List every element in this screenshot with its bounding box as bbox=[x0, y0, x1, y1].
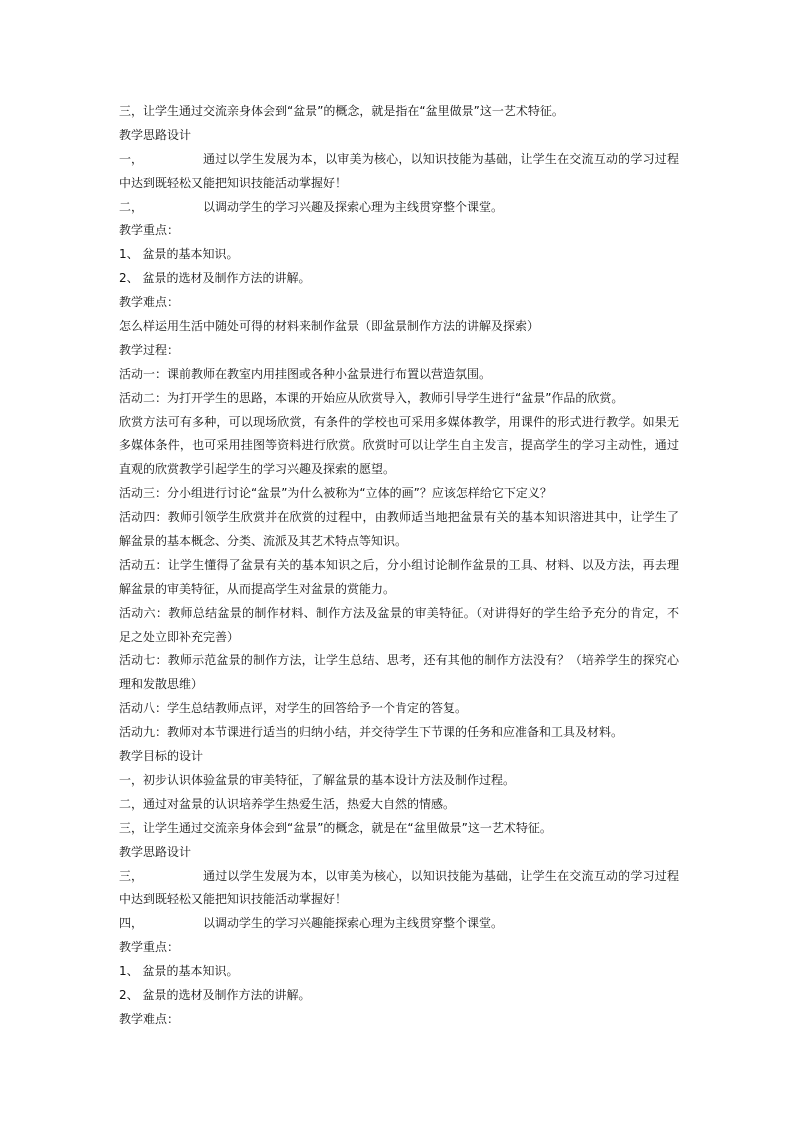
item-text: 以调动学生的学习兴趣能探索心理为主线贯穿整个课堂。 bbox=[203, 916, 504, 931]
item-text: 通过以学生发展为本，以审美为核心，以知识技能为基础，让学生在交流互动的学习过程 bbox=[203, 151, 679, 166]
section-heading: 教学目标的设计 bbox=[119, 749, 204, 764]
paragraph-line: 活动三：分小组进行讨论“盆景”为什么被称为“立体的画”？应该怎样给它下定义？ bbox=[119, 486, 552, 501]
paragraph-line: 理和发散思维） bbox=[119, 677, 204, 692]
paragraph-line: 活动一：课前教师在教室内用挂图或各种小盆景进行布置以营造氛围。 bbox=[119, 366, 492, 381]
paragraph-line: 解盆景的审美特征，从而提高学生对盆景的赏能力。 bbox=[119, 581, 396, 596]
section-heading: 教学难点： bbox=[119, 295, 180, 310]
paragraph-line: 怎么样运用生活中随处可得的材料来制作盆景（即盆景制作方法的讲解及探索） bbox=[119, 319, 540, 334]
paragraph-line: 二，通过对盆景的认识培养学生热爱生活，热爱大自然的情感。 bbox=[119, 796, 456, 811]
paragraph-line: 2、 盆景的选材及制作方法的讲解。 bbox=[119, 987, 311, 1002]
paragraph-line: 活动六：教师总结盆景的制作材料、制作方法及盆景的审美特征。（对讲得好的学生给予充分的肯定，不 bbox=[119, 605, 679, 620]
paragraph-line: 多媒体条件，也可采用挂图等资料进行欣赏。欣赏时可以让学生自主发言，提高学生的学习主动性，通过 bbox=[119, 438, 679, 453]
document-body bbox=[119, 100, 679, 1032]
item-number: 二， bbox=[119, 199, 144, 214]
item-text: 以调动学生的学习兴趣及探索心理为主线贯穿整个课堂。 bbox=[203, 199, 504, 214]
numbered-item bbox=[119, 912, 679, 936]
numbered-item bbox=[119, 865, 679, 889]
section-heading: 教学思路设计 bbox=[119, 844, 192, 859]
paragraph-line: 中达到既轻松又能把知识技能活动掌握好！ bbox=[119, 175, 348, 190]
paragraph-line: 欣赏方法可有多种，可以现场欣赏，有条件的学校也可采用多媒体教学，用课件的形式进行教学。如果无 bbox=[119, 414, 679, 429]
section-heading: 教学难点： bbox=[119, 1011, 180, 1026]
section-heading: 教学思路设计 bbox=[119, 127, 192, 142]
paragraph-line: 活动七：教师示范盆景的制作方法，让学生总结、思考，还有其他的制作方法没有？（培养学生的探究心 bbox=[119, 653, 679, 668]
item-text: 通过以学生发展为本，以审美为核心，以知识技能为基础，让学生在交流互动的学习过程 bbox=[203, 868, 679, 883]
paragraph-line: 解盆景的基本概念、分类、流派及其艺术特点等知识。 bbox=[119, 534, 408, 549]
paragraph-line: 中达到既轻松又能把知识技能活动掌握好！ bbox=[119, 892, 348, 907]
paragraph-line: 2、 盆景的选材及制作方法的讲解。 bbox=[119, 271, 311, 286]
item-number: 一， bbox=[119, 151, 144, 166]
paragraph-line: 活动八：学生总结教师点评，对学生的回答给予一个肯定的答复。 bbox=[119, 701, 468, 716]
paragraph-line: 活动九：教师对本节课进行适当的归纳小结，并交待学生下节课的任务和应准备和工具及材料。 bbox=[119, 725, 624, 740]
paragraph-line: 活动二：为打开学生的思路，本课的开始应从欣赏导入，教师引导学生进行“盆景”作品的欣赏。 bbox=[119, 390, 624, 405]
section-heading: 教学重点： bbox=[119, 940, 180, 955]
numbered-item bbox=[119, 148, 679, 172]
item-number: 四， bbox=[119, 916, 144, 931]
paragraph-line: 活动四：教师引领学生欣赏并在欣赏的过程中，由教师适当地把盆景有关的基本知识溶进其中，让学生了 bbox=[119, 510, 679, 525]
paragraph-line: 足之处立即补充完善） bbox=[119, 629, 240, 644]
paragraph-line: 直观的欣赏教学引起学生的学习兴趣及探索的愿望。 bbox=[119, 462, 396, 477]
section-heading: 教学过程： bbox=[119, 342, 180, 357]
paragraph-line: 活动五：让学生懂得了盆景有关的基本知识之后，分小组讨论制作盆景的工具、材料、以及方法，再去理 bbox=[119, 557, 679, 572]
section-heading: 教学重点： bbox=[119, 223, 180, 238]
item-number: 三， bbox=[119, 868, 144, 883]
numbered-item bbox=[119, 196, 679, 220]
paragraph-line: 三，让学生通过交流亲身体会到“盆景”的概念，就是指在“盆里做景”这一艺术特征。 bbox=[119, 104, 564, 118]
paragraph-line: 1、 盆景的基本知识。 bbox=[119, 247, 239, 262]
paragraph-line: 一，初步认识体验盆景的审美特征，了解盆景的基本设计方法及制作过程。 bbox=[119, 772, 516, 787]
paragraph-line: 1、 盆景的基本知识。 bbox=[119, 964, 239, 979]
paragraph-line: 三，让学生通过交流亲身体会到“盆景”的概念，就是在“盆里做景”这一艺术特征。 bbox=[119, 820, 552, 835]
